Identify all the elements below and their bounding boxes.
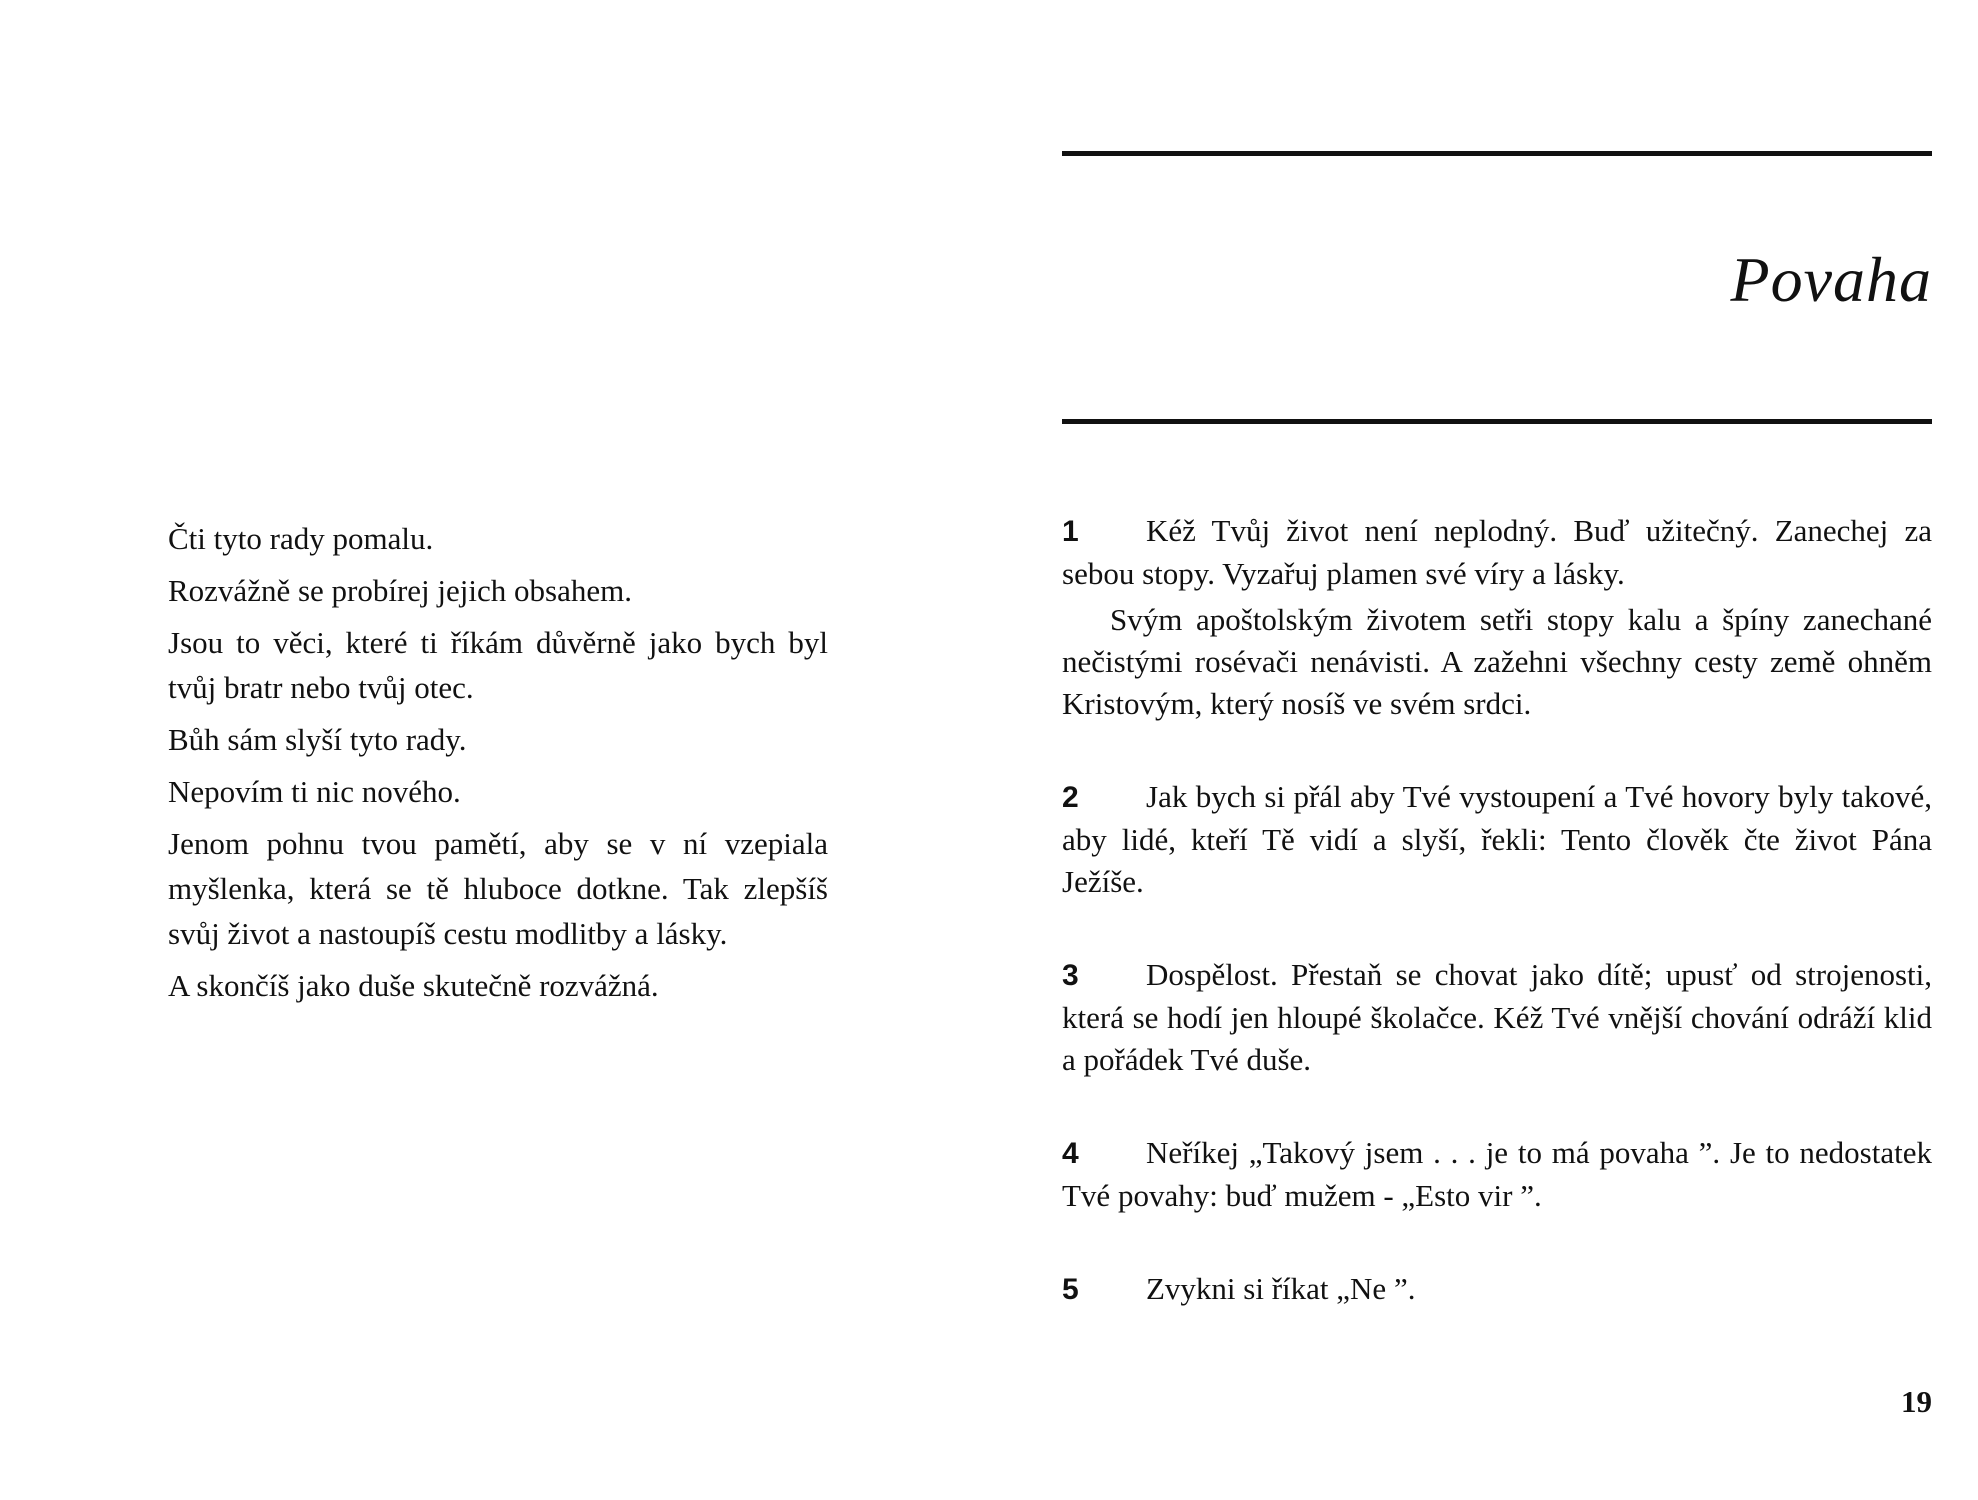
point-2-paragraph bbox=[1062, 776, 1932, 903]
bottom-divider bbox=[1062, 419, 1932, 424]
point-4-paragraph bbox=[1062, 1132, 1932, 1217]
point-5 bbox=[1062, 1268, 1932, 1311]
intro-line-4: Bůh sám slyší tyto rady. bbox=[168, 722, 467, 757]
point-1 bbox=[1062, 510, 1932, 725]
point-number: 4 bbox=[1062, 1137, 1079, 1170]
numbered-points bbox=[1062, 510, 1932, 1362]
point-1-paragraph-2: Svým apoštolským životem setři stopy kalu a špíny zanechané nečistými rosévači nenávisti. A zažehni všechny cesty země ohněm Kristovým, který nosíš ve svém srdci. bbox=[1062, 602, 1932, 721]
point-number: 5 bbox=[1062, 1273, 1079, 1306]
point-text: Zvykni si říkat „Ne ”. bbox=[1146, 1271, 1416, 1306]
intro-line-2: Rozvážně se probírej jejich obsahem. bbox=[168, 573, 632, 608]
point-number: 2 bbox=[1062, 781, 1079, 814]
point-text: Dospělost. Přestaň se chovat jako dítě; upusť od strojenosti, která se hodí jen hloupé školačce. Kéž Tvé vnější chování odráží klid a pořádek Tvé duše. bbox=[1062, 957, 1932, 1077]
top-divider bbox=[1062, 151, 1932, 156]
intro-line-1: Čti tyto rady pomalu. bbox=[168, 521, 434, 556]
intro-line-6: Jenom pohnu tvou pamětí, aby se v ní vzepiala myšlenka, která se tě hluboce dotkne. Tak zlepšíš svůj život a nastoupíš cestu modlitby a lásky. bbox=[168, 826, 828, 951]
intro-text bbox=[168, 516, 828, 1015]
point-text: Neříkej „Takový jsem . . . je to má povaha ”. Je to nedostatek Tvé povahy: buď mužem - „Esto vir ”. bbox=[1062, 1135, 1932, 1213]
point-number: 3 bbox=[1062, 959, 1079, 992]
point-text: Jak bych si přál aby Tvé vystoupení a Tvé hovory byly takové, aby lidé, kteří Tě vidí a slyší, řekli: Tento člověk čte život Pána Ježíše. bbox=[1062, 779, 1932, 899]
point-1-paragraph-1 bbox=[1062, 510, 1932, 595]
intro-line-3: Jsou to věci, které ti říkám důvěrně jako bych byl tvůj bratr nebo tvůj otec. bbox=[168, 625, 828, 705]
chapter-title: Povaha bbox=[1730, 244, 1932, 315]
point-text: Kéž Tvůj život není neplodný. Buď užitečný. Zanechej za sebou stopy. Vyzařuj plamen své víry a lásky. bbox=[1062, 513, 1932, 591]
right-page bbox=[989, 0, 1978, 1500]
page-number: 19 bbox=[1901, 1384, 1932, 1419]
intro-line-7: A skončíš jako duše skutečně rozvážná. bbox=[168, 968, 659, 1003]
intro-line-5: Nepovím ti nic nového. bbox=[168, 774, 461, 809]
point-2 bbox=[1062, 776, 1932, 903]
point-number: 1 bbox=[1062, 515, 1079, 548]
point-5-paragraph bbox=[1062, 1268, 1932, 1311]
point-3-paragraph bbox=[1062, 954, 1932, 1081]
point-4 bbox=[1062, 1132, 1932, 1217]
point-3 bbox=[1062, 954, 1932, 1081]
